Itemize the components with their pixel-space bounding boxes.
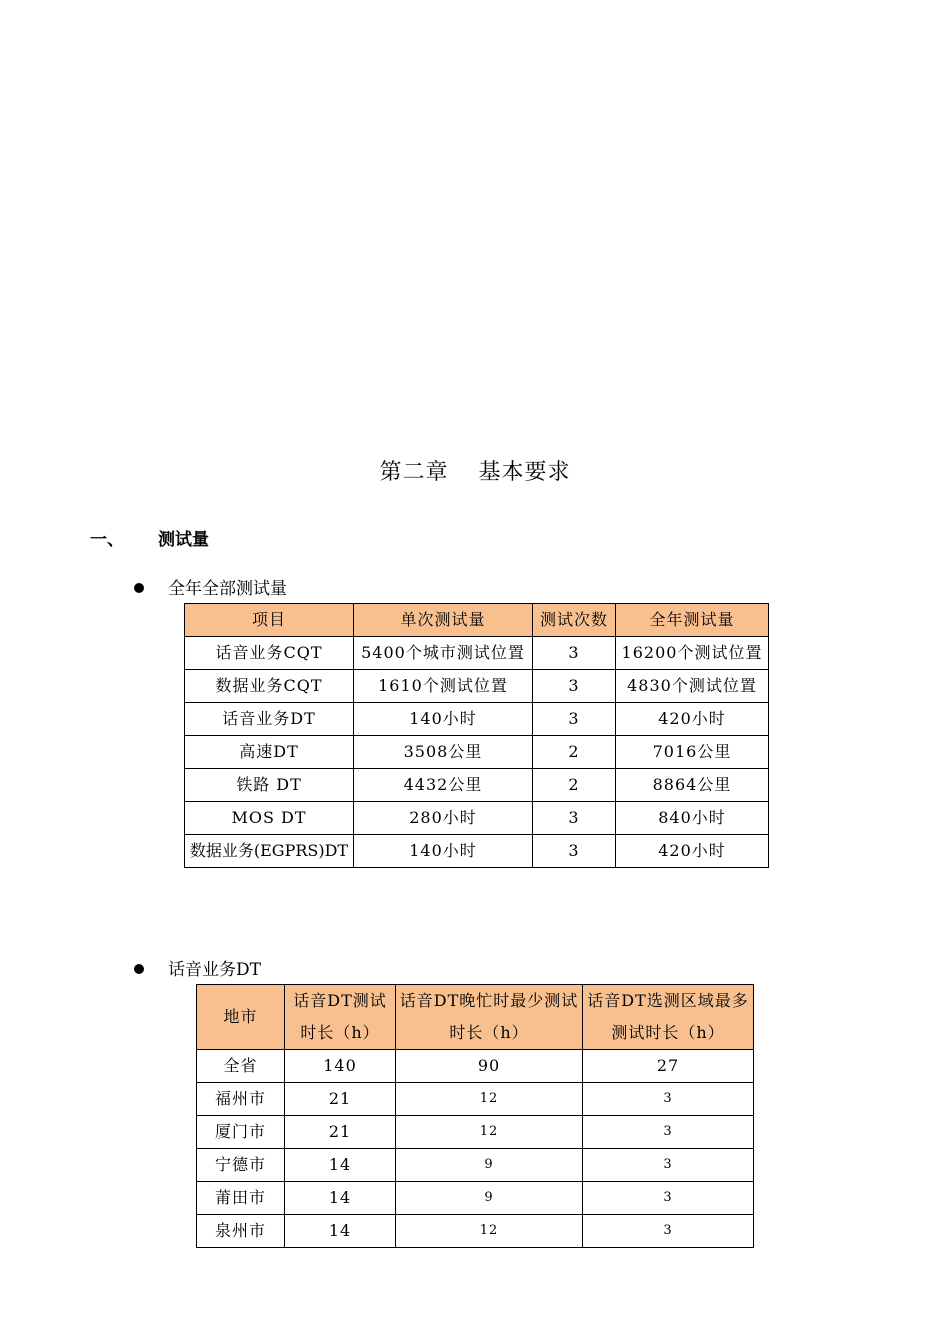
table-cell: 5400个城市测试位置 <box>354 637 533 670</box>
table-cell: 14 <box>285 1215 396 1248</box>
table-cell: 8864公里 <box>616 769 769 802</box>
table-cell: 铁路 DT <box>185 769 354 802</box>
table-cell: 280小时 <box>354 802 533 835</box>
bullet-voice-dt <box>134 955 261 980</box>
table-cell: MOS DT <box>185 802 354 835</box>
table-cell: 3 <box>533 802 616 835</box>
table-cell: 2 <box>533 736 616 769</box>
section-heading <box>90 525 209 550</box>
table-cell: 高速DT <box>185 736 354 769</box>
table-row <box>185 637 769 670</box>
table-row <box>185 670 769 703</box>
table-cell: 3 <box>583 1215 754 1248</box>
table-cell: 3 <box>533 703 616 736</box>
header-cell: 项目 <box>185 604 354 637</box>
header-cell: 单次测试量 <box>354 604 533 637</box>
table-cell: 3 <box>533 835 616 868</box>
table-cell: 16200个测试位置 <box>616 637 769 670</box>
table-row <box>185 703 769 736</box>
table-cell: 90 <box>396 1050 583 1083</box>
table-cell: 27 <box>583 1050 754 1083</box>
table-cell: 9 <box>396 1182 583 1215</box>
table-cell: 3 <box>583 1182 754 1215</box>
table-cell: 数据业务(EGPRS)DT <box>185 835 354 868</box>
header-cell: 话音DT测试时长（h） <box>285 985 396 1050</box>
header-cell: 全年测试量 <box>616 604 769 637</box>
table-cell: 4432公里 <box>354 769 533 802</box>
chapter-name: 基本要求 <box>478 460 571 485</box>
header-cell: 话音DT选测区域最多测试时长（h） <box>583 985 754 1050</box>
table-cell: 7016公里 <box>616 736 769 769</box>
table-cell: 3508公里 <box>354 736 533 769</box>
bullet-text: 全年全部测试量 <box>168 579 287 599</box>
table-row <box>197 1083 754 1116</box>
voice-dt-table <box>196 984 754 1248</box>
table-cell: 14 <box>285 1149 396 1182</box>
bullet-annual-total <box>134 574 287 599</box>
bullet-text: 话音业务DT <box>168 960 261 980</box>
table-cell: 840小时 <box>616 802 769 835</box>
table-cell: 话音业务CQT <box>185 637 354 670</box>
table-cell: 12 <box>396 1083 583 1116</box>
table-cell: 12 <box>396 1215 583 1248</box>
table-cell: 21 <box>285 1083 396 1116</box>
table-cell: 3 <box>583 1083 754 1116</box>
table-cell: 3 <box>583 1149 754 1182</box>
table-cell: 3 <box>583 1116 754 1149</box>
bullet-dot-icon <box>134 964 144 974</box>
table-row <box>197 1149 754 1182</box>
table-cell: 420小时 <box>616 703 769 736</box>
table-cell: 福州市 <box>197 1083 285 1116</box>
table-cell: 2 <box>533 769 616 802</box>
table-cell: 数据业务CQT <box>185 670 354 703</box>
table-row <box>197 1215 754 1248</box>
annual-test-table <box>184 603 769 868</box>
table-row <box>185 835 769 868</box>
table-row <box>185 769 769 802</box>
table-cell: 420小时 <box>616 835 769 868</box>
table-cell: 厦门市 <box>197 1116 285 1149</box>
table-cell: 21 <box>285 1116 396 1149</box>
table-cell: 12 <box>396 1116 583 1149</box>
table-header-row <box>197 985 754 1050</box>
chapter-title <box>0 455 950 486</box>
header-cell: 地市 <box>197 985 285 1050</box>
table-row <box>197 1182 754 1215</box>
section-number: 一、 <box>90 530 124 550</box>
table-cell: 宁德市 <box>197 1149 285 1182</box>
table-row <box>185 736 769 769</box>
table-cell: 泉州市 <box>197 1215 285 1248</box>
table-row <box>185 802 769 835</box>
table-cell: 莆田市 <box>197 1182 285 1215</box>
table-cell: 140 <box>285 1050 396 1083</box>
table-cell: 140小时 <box>354 703 533 736</box>
table-row <box>197 1050 754 1083</box>
table-cell: 140小时 <box>354 835 533 868</box>
header-cell: 测试次数 <box>533 604 616 637</box>
table-cell: 14 <box>285 1182 396 1215</box>
table-cell: 3 <box>533 670 616 703</box>
table-cell: 9 <box>396 1149 583 1182</box>
table-cell: 话音业务DT <box>185 703 354 736</box>
table-cell: 1610个测试位置 <box>354 670 533 703</box>
header-cell: 话音DT晚忙时最少测试时长（h） <box>396 985 583 1050</box>
bullet-dot-icon <box>134 583 144 593</box>
table-cell: 3 <box>533 637 616 670</box>
table-row <box>197 1116 754 1149</box>
table-cell: 4830个测试位置 <box>616 670 769 703</box>
section-title: 测试量 <box>158 530 209 550</box>
table-cell: 全省 <box>197 1050 285 1083</box>
table-header-row <box>185 604 769 637</box>
chapter-number: 第二章 <box>379 460 449 485</box>
